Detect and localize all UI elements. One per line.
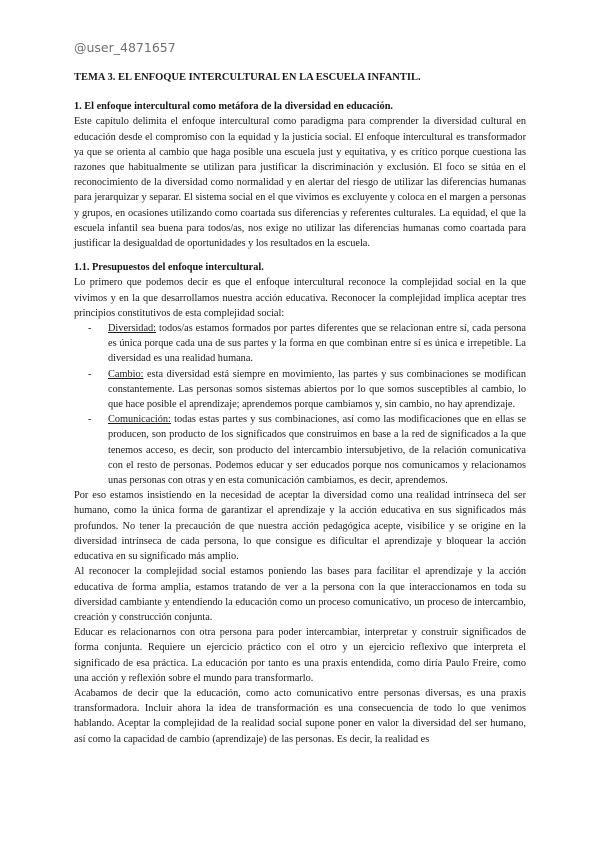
principles-list: [74, 321, 526, 488]
section-1-heading: 1. El enfoque intercultural como metáfora de la diversidad en educación.: [74, 101, 393, 113]
text-diversidad: todos/as estamos formados por partes diferentes que se relacionan entre sí, cada persona es única porque cada una de sus partes y la forma en que combinan entre sí es única e irrepetible. La diversidad es una realidad humana.: [108, 323, 526, 365]
section-1-paragraph: Este capítulo delimita el enfoque intercultural como paradigma para comprender la diversidad cultural en educación desde el compromiso con la equidad y la justicia social. El enfoque intercultural es transformador ya que se orienta al cambio que haga posible una escuela just y equitativa, y es crítico porque cuestiona las razones que habitualmente se utilizan para justificar la discriminación y exclusión. El foco se sitúa en el reconocimiento de la diversidad como normalidad y en alertar del riesgo de utilizar las diferencias humanas para jerarquizar y separar. El sistema social en el que vivimos es excluyente y coloca en el margen a personas y grupos, en ocasiones utilizando como coartada sus diferencias y referentes culturales. La equidad, el que la escuela infantil sea buena para todos/as, nos exige no utilizar las diferencias humanas como coartada para justificar la desigualdad de oportunidades y los resultados en la escuela.: [74, 116, 526, 250]
section-1-1-intro: Lo primero que podemos decir es que el enfoque intercultural reconoce la complejidad social en la que vivimos y en la que desarrollamos nuestra acción educativa. Reconocer la complejidad implica aceptar tres principios constitutivos de esta complejidad social:: [74, 277, 526, 319]
paragraph-praxis: Acabamos de decir que la educación, como acto comunicativo entre personas diversas, es una praxis transformadora. Incluir ahora la idea de transformación es una consecuencia de todo lo que venimos hablando. Aceptar la complejidad de la realidad social supone poner en valor la diversidad del ser humano, así como la capacidad de cambio (aprendizaje) de las personas. Es decir, la realidad es: [74, 687, 526, 745]
paragraph-complejidad-social: Al reconocer la complejidad social estamos poniendo las bases para facilitar el aprendizaje y la acción educativa de forma amplia, estamos tratando de ver a la persona con la que interaccionamos en toda su diversidad cambiante y entendiendo la educación como un proceso comunicativo, un proceso de intercambio, creación y construcción conjunta.: [74, 566, 526, 623]
paragraph-diversidad-intrinseca: Por eso estamos insistiendo en la necesidad de aceptar la diversidad como una realidad intrínseca del ser humano, como la única forma de garantizar el aprendizaje y la acción educativa en sus significados más profundos. No tener la precaución de que nuestra acción pedagógica acepte, visibilice y se origine en la diversidad intrínseca de cada persona, lo que consigue es dificultar el aprendizaje y bloquear la acción educativa en su significado más amplio.: [74, 490, 526, 563]
list-item-comunicacion: [108, 412, 526, 488]
list-item-cambio: [108, 367, 526, 413]
term-cambio: Cambio:: [108, 368, 144, 380]
term-diversidad: Diversidad:: [108, 323, 157, 335]
term-comunicacion: Comunicación:: [108, 414, 171, 426]
text-cambio: esta diversidad está siempre en movimiento, las partes y sus combinaciones se modifican constantemente. Las personas somos sistemas abiertos por lo que somos susceptibles al cambio, lo que hace posible el aprendizaje; aprendemos porque cambiamos y, sin cambio, no hay aprendizaje.: [108, 368, 526, 411]
text-comunicacion: todas estas partes y sus combinaciones, así como las modificaciones que en ellas se producen, son producto de los significados que construimos en base a la red de significados a la que tenemos acceso, es decir, son producto del intercambio intersubjetivo, de la relación comunicativa con el resto de personas. Podemos educar y ser educados porque nos comunicamos y relacionamos unas personas con otras y en esta comunicación cambiamos, es decir, aprendemos.: [108, 414, 526, 487]
list-item-diversidad: [108, 321, 526, 367]
document-title: TEMA 3. EL ENFOQUE INTERCULTURAL EN LA ESCUELA INFANTIL.: [74, 72, 421, 83]
user-tag: @user_4871657: [74, 40, 176, 55]
paragraph-educar: Educar es relacionarnos con otra persona para poder intercambiar, interpretar y construir significados de forma conjunta. Requiere un ejercicio práctico con el otro y un ejercicio reflexivo que interpreta el significado de esa práctica. La educación por tanto es una praxis entendida, como diría Paulo Freire, como una acción y reflexión sobre el mundo para transformarlo.: [74, 627, 526, 684]
section-1-1-heading: 1.1. Presupuestos del enfoque intercultural.: [74, 262, 264, 274]
document-body: [74, 70, 526, 747]
